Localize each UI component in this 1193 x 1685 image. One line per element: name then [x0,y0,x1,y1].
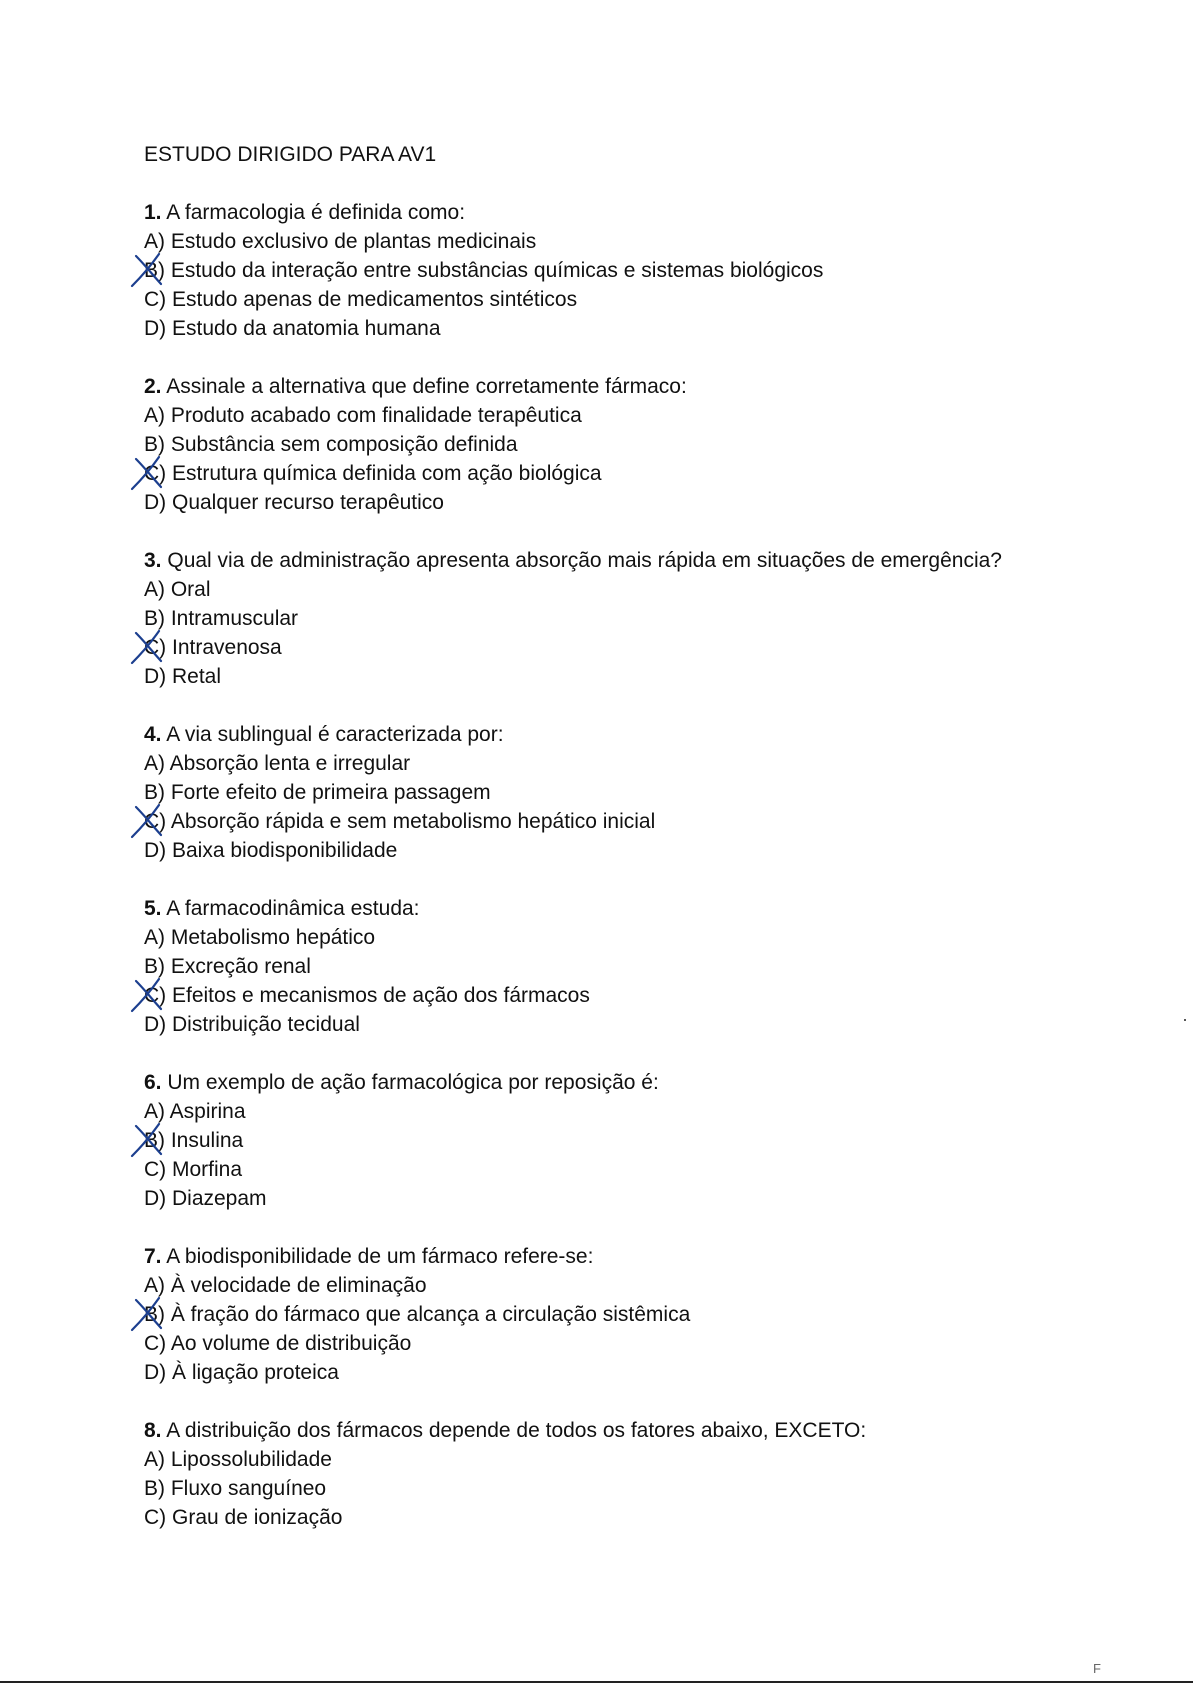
answer-option [144,575,1124,604]
question-number: 6. [144,1071,162,1094]
answer-option-label: D) Distribuição tecidual [144,1013,360,1036]
question-number: 8. [144,1419,162,1442]
answer-option-label: D) Retal [144,665,222,688]
answer-option-label: A) À velocidade de eliminação [144,1274,427,1297]
question-prompt: Assinale a alternativa que define corretamente fármaco: [166,375,687,398]
answer-option-label: C) Morfina [144,1158,243,1181]
answer-option [144,1474,1124,1503]
answer-option-label: B) Fluxo sanguíneo [144,1477,327,1500]
answer-option [144,604,1124,633]
answer-option [144,256,1124,285]
answer-option [144,749,1124,778]
answer-option-label: D) Estudo da anatomia humana [144,317,441,340]
answer-option [144,1358,1124,1387]
answer-option-label: B) Substância sem composição definida [144,433,518,456]
answer-option [144,1503,1124,1532]
answer-option [144,1097,1124,1126]
question-prompt: A farmacologia é definida como: [166,201,466,224]
answer-option-label: A) Metabolismo hepático [144,926,376,949]
question-number: 2. [144,375,162,398]
answer-option-label: B) Intramuscular [144,607,299,630]
answer-option-label: C) Absorção rápida e sem metabolismo hepático inicial [144,810,656,833]
answer-option [144,662,1124,691]
question-prompt: A distribuição dos fármacos depende de todos os fatores abaixo, EXCETO: [166,1419,867,1442]
answer-option [144,1271,1124,1300]
question-6 [144,1068,1124,1213]
answer-option [144,836,1124,865]
question-4 [144,720,1124,865]
question-prompt: A biodisponibilidade de um fármaco refere-se: [166,1245,594,1268]
answer-option [144,807,1124,836]
answer-option [144,1010,1124,1039]
question-5 [144,894,1124,1039]
question-prompt: A farmacodinâmica estuda: [166,897,420,920]
corner-mark: F [1093,1661,1101,1676]
question-prompt: Qual via de administração apresenta absorção mais rápida em situações de emergência? [167,549,1002,572]
answer-option [144,1184,1124,1213]
question-text [144,720,1124,749]
answer-option [144,1300,1124,1329]
answer-option-label: C) Estrutura química definida com ação biológica [144,462,602,485]
question-text [144,1242,1124,1271]
question-8 [144,1416,1124,1532]
question-number: 7. [144,1245,162,1268]
question-number: 3. [144,549,162,572]
answer-option [144,1155,1124,1184]
answer-option-label: C) Efeitos e mecanismos de ação dos fármacos [144,984,590,1007]
answer-option [144,633,1124,662]
answer-option-label: B) À fração do fármaco que alcança a circulação sistêmica [144,1303,691,1326]
answer-option-label: B) Insulina [144,1129,244,1152]
answer-option [144,778,1124,807]
question-7 [144,1242,1124,1387]
question-text [144,372,1124,401]
question-list [144,198,1124,1532]
answer-option [144,1126,1124,1155]
question-number: 5. [144,897,162,920]
answer-option-label: A) Aspirina [144,1100,246,1123]
answer-option-label: D) Diazepam [144,1187,267,1210]
answer-option [144,923,1124,952]
answer-option-label: C) Ao volume de distribuição [144,1332,412,1355]
answer-option-label: C) Intravenosa [144,636,282,659]
answer-option-label: D) À ligação proteica [144,1361,339,1384]
answer-option-label: D) Qualquer recurso terapêutico [144,491,444,514]
question-text [144,894,1124,923]
answer-option [144,430,1124,459]
question-text [144,198,1124,227]
answer-option-label: A) Lipossolubilidade [144,1448,332,1471]
page-speck [1184,1019,1186,1021]
answer-option-label: A) Absorção lenta e irregular [144,752,411,775]
answer-option-label: B) Estudo da interação entre substâncias químicas e sistemas biológicos [144,259,824,282]
answer-option-label: B) Excreção renal [144,955,311,978]
answer-option-label: A) Oral [144,578,211,601]
page-bottom-rule [0,1681,1193,1683]
answer-option [144,952,1124,981]
document-page [144,140,1124,1561]
answer-option [144,981,1124,1010]
answer-option [144,401,1124,430]
question-text [144,546,1124,575]
question-2 [144,372,1124,517]
question-prompt: A via sublingual é caracterizada por: [166,723,504,746]
question-prompt: Um exemplo de ação farmacológica por reposição é: [167,1071,659,1094]
answer-option-label: A) Estudo exclusivo de plantas medicinais [144,230,537,253]
question-text [144,1068,1124,1097]
answer-option [144,227,1124,256]
document-title: ESTUDO DIRIGIDO PARA AV1 [144,143,437,166]
answer-option-label: C) Estudo apenas de medicamentos sintéticos [144,288,578,311]
question-1 [144,198,1124,343]
question-3 [144,546,1124,691]
answer-option [144,285,1124,314]
question-number: 4. [144,723,162,746]
answer-option [144,459,1124,488]
answer-option [144,488,1124,517]
answer-option-label: C) Grau de ionização [144,1506,343,1529]
answer-option [144,1329,1124,1358]
answer-option-label: A) Produto acabado com finalidade terapêutica [144,404,582,427]
answer-option-label: B) Forte efeito de primeira passagem [144,781,491,804]
question-text [144,1416,1124,1445]
answer-option [144,1445,1124,1474]
question-number: 1. [144,201,162,224]
answer-option-label: D) Baixa biodisponibilidade [144,839,398,862]
answer-option [144,314,1124,343]
